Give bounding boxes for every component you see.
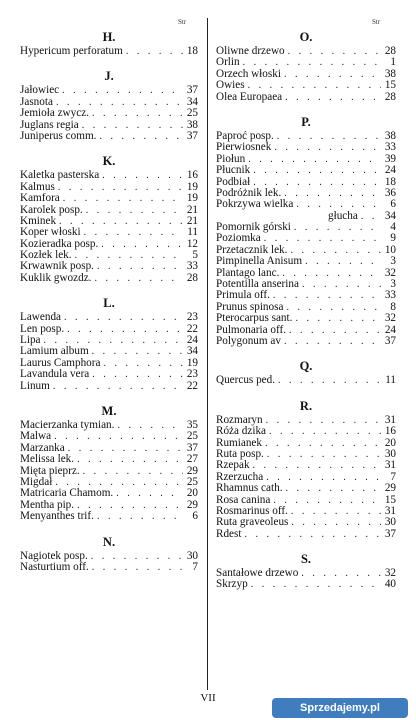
entry-page: 39 [384,152,396,165]
entry-name: Kalmus [20,180,55,193]
entry-page: 27 [186,453,198,466]
dot-leader [253,460,381,471]
entry-name: Pimpinella Anisum [216,255,303,268]
entry-name: Ruta posp. [216,447,264,460]
dot-leader [267,449,381,460]
entry-name: Piołun [216,152,246,165]
index-entry [20,273,198,284]
section-letter: N. [102,534,116,549]
entry-name: Lamium album [20,345,89,358]
entry-name: Jemioła zwycz. [20,107,89,120]
dot-leader [291,506,381,517]
entry-name: Skrzyp [216,578,248,591]
dot-leader [92,108,183,119]
entry-name: Rzepak [216,459,250,472]
entry-page: 23 [186,368,198,381]
dot-leader [116,488,183,499]
dot-leader [68,443,183,454]
entry-page: 23 [186,311,198,324]
entry-page: 37 [384,334,396,347]
index-entry [216,199,396,210]
entry-name: Len posp. [20,322,65,335]
index-entry [216,313,396,324]
entry-name: Lipa [20,334,41,347]
index-entry [20,488,198,499]
entry-page: 5 [192,249,198,262]
entry-name: Owies [216,79,245,92]
entry-name: Macierzanka tymian. [20,418,115,431]
entry-page: 28 [186,271,198,284]
entry-page: 3 [390,255,396,268]
entry-name: Rosa canina [216,493,271,506]
entry-name: Lawenda [20,311,61,324]
index-entry [216,256,396,267]
index-section [216,28,396,103]
entry-name: Juniperus comm. [20,129,97,142]
entry-name: Krwawnik posp. [20,260,94,273]
entry-page: 35 [186,418,198,431]
entry-name: Mentha pip. [20,498,75,511]
entry-page: 24 [384,164,396,177]
entry-page: 22 [186,322,198,335]
entry-page: 30 [186,549,198,562]
dot-leader [269,426,381,437]
entry-name: Pokrzywa wielka [216,198,294,211]
dot-leader [274,142,381,153]
index-section [20,294,198,392]
dot-leader [67,324,183,335]
dot-leader [266,472,381,483]
entry-name: Matricaria Chamom. [20,487,114,500]
index-entry [20,131,198,142]
dot-leader [361,211,381,222]
index-entry [216,517,396,528]
entry-name: Płucnik [216,164,251,177]
dot-leader [97,261,183,272]
section-letter: O. [299,30,313,44]
entry-page: 40 [384,578,396,591]
index-section [20,28,198,57]
dot-leader [284,69,381,80]
index-entry [20,108,198,119]
entry-page: 11 [187,226,198,239]
dot-leader [101,239,183,250]
dot-leader [295,313,381,324]
entry-name: Orlin [216,56,240,69]
entry-page: 38 [384,129,396,142]
dot-leader [94,273,183,284]
dot-leader [92,346,183,357]
dot-leader [63,193,183,204]
entry-page: 33 [384,289,396,302]
entry-page: 33 [384,141,396,154]
entry-page: 31 [384,459,396,472]
entry-page: 20 [384,436,396,449]
entry-name: Polygonum av [216,334,281,347]
entry-page: 22 [186,379,198,392]
entry-page: 28 [384,90,396,103]
entry-page: 11 [385,374,396,387]
entry-page: 19 [186,192,198,205]
entry-name: Jasnota [20,95,53,108]
entry-page: 9 [390,232,396,245]
entry-name: Rdest [216,527,242,540]
index-entry [216,80,396,91]
entry-page: 19 [186,356,198,369]
index-entry [216,165,396,176]
dot-leader [273,290,381,301]
entry-page: 34 [384,209,396,222]
entry-name: Podróżnik lek. [216,186,282,199]
index-entry [20,511,198,522]
entry-page: 38 [384,67,396,80]
section-letter: Q. [299,359,313,374]
page-column-header-left: Str [178,18,187,26]
dot-leader [290,245,381,256]
index-section [20,533,198,574]
section-letter: L. [103,296,115,311]
index-entry [20,369,198,380]
entry-name: Nasturtium off. [20,560,89,573]
dot-leader [99,131,183,142]
entry-page: 30 [384,516,396,529]
dot-leader [284,336,381,347]
page-column-header-right: Str [372,18,381,26]
entry-name: Santałowe drzewo [216,567,299,580]
dot-leader [97,511,183,522]
dot-leader [77,454,183,465]
dot-leader [92,369,183,380]
entry-page: 15 [384,79,396,92]
index-section [20,67,198,142]
entry-name: Rumianek [216,436,262,449]
dot-leader [126,46,183,57]
dot-leader [253,165,381,176]
dot-leader [266,415,381,426]
entry-page: 29 [186,464,198,477]
index-entry [216,92,396,103]
entry-name: Pierwiosnek [216,141,272,154]
entry-page: 25 [186,107,198,120]
entry-page: 29 [384,482,396,495]
entry-page: 32 [384,312,396,325]
dot-leader [82,120,183,131]
index-entry [20,562,198,573]
entry-name: Rosmarinus off. [216,504,288,517]
dot-leader [294,222,381,233]
entry-name: Mięta pieprz. [20,464,80,477]
section-letter: R. [299,398,313,413]
entry-name: Rzerzucha [216,470,264,483]
entry-name: Róża dzika [216,425,267,438]
section-letter: P. [301,114,311,129]
entry-page: 8 [390,300,396,313]
entry-page: 21 [186,214,198,227]
entry-page: 34 [186,95,198,108]
dot-leader [58,182,183,193]
entry-page: 37 [186,441,198,454]
entry-name: Podbiał [216,175,251,188]
entry-name: Paproć posp. [216,129,274,142]
entry-name: Poziomka [216,232,261,245]
index-section [20,152,198,284]
entry-page: 30 [384,447,396,460]
index-entry [216,336,396,347]
dot-leader [86,205,183,216]
section-letter: M. [101,403,117,418]
entry-name: Primula off. [216,289,270,302]
entry-page: 20 [186,487,198,500]
entry-page: 34 [186,345,198,358]
entry-page: 33 [186,260,198,273]
entry-page: 31 [384,504,396,517]
dot-leader [301,568,381,579]
index-entry [216,46,396,57]
entry-name: Migdał [20,475,53,488]
dot-leader [62,85,183,96]
entry-page: 16 [384,425,396,438]
dot-leader [265,438,381,449]
entry-page: 3 [390,278,396,291]
dot-leader [117,420,183,431]
entry-page: 6 [192,510,198,523]
dot-leader [251,579,381,590]
dot-leader [244,529,381,540]
entry-name: Juglans regia [20,118,79,131]
dot-leader [92,562,183,573]
entry-name: Oliwne drzewo [216,45,285,57]
dot-leader [53,381,183,392]
index-entry [20,324,198,335]
entry-page: 32 [384,266,396,279]
watermark-logo: Sprzedajemy.pl [272,698,408,718]
dot-leader [278,375,381,386]
entry-name: Kuklik gwozdz. [20,271,92,284]
entry-name: Jałowiec [20,84,60,97]
entry-name: Kozieradka posp. [20,237,99,250]
dot-leader [83,466,183,477]
entry-name: Orzech włoski [216,67,281,80]
dot-leader [291,517,381,528]
index-section [216,357,396,386]
entry-page: 16 [186,169,198,182]
section-letter: H. [102,30,116,44]
index-column-right [216,18,396,591]
entry-page: 7 [390,470,396,483]
dot-leader [103,358,183,369]
index-section [216,113,396,347]
entry-page: 7 [192,560,198,573]
dot-leader [102,170,183,181]
dot-leader [296,199,381,210]
entry-name: Plantago lanc. [216,266,280,279]
index-entry [216,375,396,386]
entry-name: głucha [328,209,358,222]
entry-name: Malwa [20,430,52,443]
entry-name: Nagiotek posp. [20,549,88,562]
entry-page: 12 [186,237,198,250]
dot-leader [286,302,381,313]
entry-name: Menyanthes trif. [20,510,94,523]
entry-name: Rozmaryn [216,413,263,426]
index-section [20,402,198,523]
entry-page: 29 [186,498,198,511]
index-entry [20,381,198,392]
entry-name: Karolek posp. [20,203,83,216]
dot-leader [248,80,381,91]
page-number: VII [200,692,216,704]
entry-name: Kminek [20,214,57,227]
section-letter: J. [104,69,114,84]
dot-leader [289,325,381,336]
entry-name: Lavandula vera [20,368,90,381]
entry-name: Quercus ped. [216,374,276,387]
index-entry [20,454,198,465]
entry-page: 37 [186,129,198,142]
entry-page: 36 [384,186,396,199]
entry-page: 37 [384,527,396,540]
entry-page: 18 [186,45,198,57]
entry-page: 15 [384,493,396,506]
entry-page: 10 [384,243,396,256]
index-section [216,550,396,591]
entry-page: 37 [186,84,198,97]
dot-leader [91,551,183,562]
index-entry [216,529,396,540]
entry-page: 24 [186,334,198,347]
entry-page: 6 [390,198,396,211]
entry-name: Pulmonaria off. [216,323,287,336]
entry-page: 32 [384,567,396,580]
entry-name: Rhamnus cath. [216,482,283,495]
entry-name: Melissa lek. [20,453,75,466]
entry-name: Hypericum perforatum [20,45,123,57]
entry-page: 31 [384,413,396,426]
entry-page: 1 [390,56,396,69]
dot-leader [273,495,381,506]
entry-name: Laurus Camphora [20,356,101,369]
entry-page: 25 [186,430,198,443]
index-section [216,397,396,540]
entry-page: 38 [186,118,198,131]
entry-page: 19 [186,180,198,193]
index-entry [20,46,198,57]
entry-page: 18 [384,175,396,188]
index-entry [216,579,396,590]
index-entry [20,312,198,323]
column-divider [207,18,208,690]
dot-leader [285,92,381,103]
entry-page: 24 [384,323,396,336]
entry-page: 28 [384,45,396,57]
dot-leader [54,431,183,442]
entry-name: Prunus spinosa [216,300,284,313]
entry-name: Marzanka [20,441,65,454]
section-letter: S. [300,552,312,567]
dot-leader [288,46,381,57]
dot-leader [302,279,381,290]
index-entry [216,426,396,437]
dot-leader [286,483,382,494]
entry-name: Pomornik górski [216,221,291,234]
entry-name: Linum [20,379,50,392]
entry-name: Koper włoski [20,226,81,239]
entry-page: 21 [186,203,198,216]
dot-leader [284,188,381,199]
entry-name: Ruta graveoleus [216,516,289,529]
entry-name: Pterocarpus sant. [216,312,293,325]
index-entry [216,483,396,494]
index-entry [20,193,198,204]
section-letter: K. [102,154,116,169]
index-entry [20,227,198,238]
entry-page: 4 [390,221,396,234]
entry-page: 25 [186,475,198,488]
entry-name: Kaletka pasterska [20,169,100,182]
dot-leader [277,131,381,142]
dot-leader [84,227,183,238]
entry-name: Przetacznik lek. [216,243,288,256]
index-column-left [20,18,198,573]
index-entry [216,460,396,471]
entry-name: Kamfora [20,192,60,205]
entry-name: Potentilla anserina [216,278,299,291]
dot-leader [248,154,381,165]
dot-leader [305,256,381,267]
entry-name: Kozłek lek. [20,249,72,262]
dot-leader [64,312,183,323]
entry-name: Olea Europaea [216,90,283,103]
